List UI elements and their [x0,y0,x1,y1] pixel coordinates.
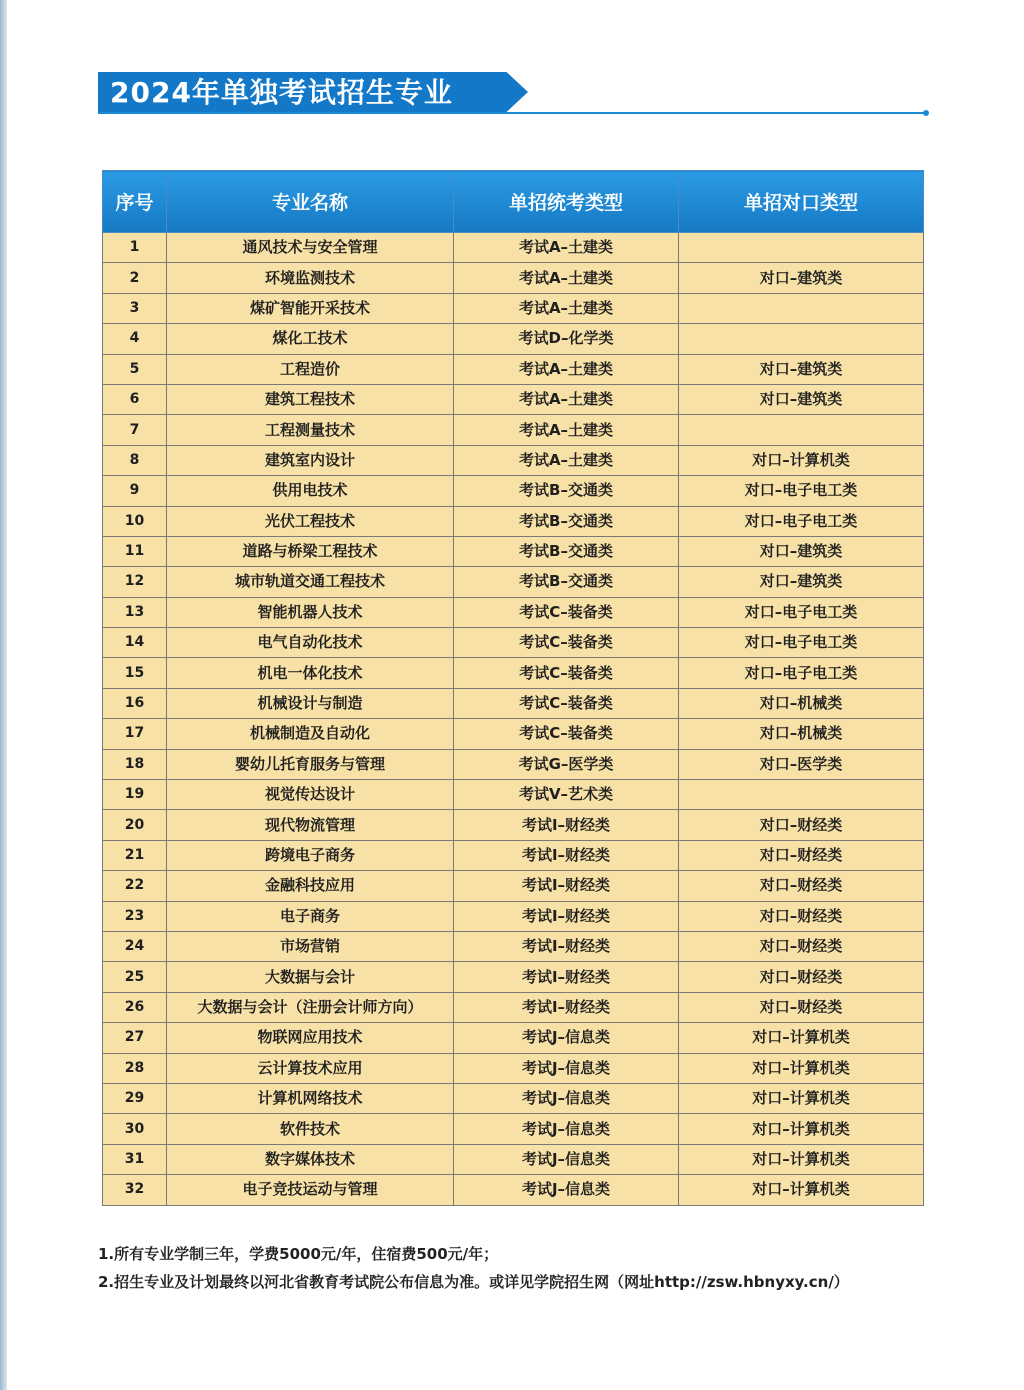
major-name: 通风技术与安全管理 [167,233,454,263]
counterpart-type: 对口–建筑类 [679,536,924,566]
counterpart-type: 对口–建筑类 [679,384,924,414]
unified-exam-type: 考试I–财经类 [454,931,679,961]
unified-exam-type: 考试J–信息类 [454,1114,679,1144]
table-row [103,628,924,658]
major-name: 光伏工程技术 [167,506,454,536]
major-name: 机电一体化技术 [167,658,454,688]
unified-exam-type: 考试D–化学类 [454,324,679,354]
row-index: 18 [103,749,167,779]
row-index: 8 [103,445,167,475]
major-name: 电子竞技运动与管理 [167,1175,454,1205]
unified-exam-type: 考试A–土建类 [454,384,679,414]
table-row [103,567,924,597]
unified-exam-type: 考试I–财经类 [454,992,679,1022]
table-row [103,233,924,263]
major-name: 建筑室内设计 [167,445,454,475]
counterpart-type [679,324,924,354]
table-row [103,293,924,323]
table-row [103,810,924,840]
table-row [103,1144,924,1174]
counterpart-type: 对口–建筑类 [679,354,924,384]
major-name: 建筑工程技术 [167,384,454,414]
counterpart-type [679,415,924,445]
major-name: 机械设计与制造 [167,688,454,718]
counterpart-type: 对口–计算机类 [679,1114,924,1144]
major-name: 智能机器人技术 [167,597,454,627]
unified-exam-type: 考试B–交通类 [454,476,679,506]
counterpart-type: 对口–计算机类 [679,1083,924,1113]
table-row [103,688,924,718]
counterpart-type: 对口–财经类 [679,931,924,961]
major-name: 供用电技术 [167,476,454,506]
major-name: 市场营销 [167,931,454,961]
table-row [103,1083,924,1113]
row-index: 2 [103,263,167,293]
row-index: 32 [103,1175,167,1205]
row-index: 14 [103,628,167,658]
title-underline-dot [923,110,929,116]
unified-exam-type: 考试A–土建类 [454,415,679,445]
row-index: 7 [103,415,167,445]
majors-table [102,170,924,1206]
major-name: 大数据与会计（注册会计师方向） [167,992,454,1022]
note-2: 2.招生专业及计划最终以河北省教育考试院公布信息为准。或详见学院招生网（网址http://zsw.hbnyxy.cn/） [98,1273,849,1291]
table-row [103,506,924,536]
row-index: 21 [103,840,167,870]
table-row [103,840,924,870]
row-index: 26 [103,992,167,1022]
unified-exam-type: 考试A–土建类 [454,445,679,475]
unified-exam-type: 考试C–装备类 [454,658,679,688]
unified-exam-type: 考试I–财经类 [454,840,679,870]
note-1: 1.所有专业学制三年，学费5000元/年，住宿费500元/年； [98,1245,499,1263]
table-row [103,445,924,475]
unified-exam-type: 考试I–财经类 [454,871,679,901]
counterpart-type: 对口–财经类 [679,992,924,1022]
major-name: 煤矿智能开采技术 [167,293,454,323]
unified-exam-type: 考试B–交通类 [454,567,679,597]
counterpart-type: 对口–机械类 [679,688,924,718]
major-name: 物联网应用技术 [167,1023,454,1053]
unified-exam-type: 考试G–医学类 [454,749,679,779]
unified-exam-type: 考试A–土建类 [454,233,679,263]
major-name: 机械制造及自动化 [167,719,454,749]
table-row [103,962,924,992]
major-name: 金融科技应用 [167,871,454,901]
counterpart-type: 对口–财经类 [679,962,924,992]
table-row [103,1114,924,1144]
counterpart-type: 对口–计算机类 [679,445,924,475]
major-name: 工程测量技术 [167,415,454,445]
row-index: 15 [103,658,167,688]
unified-exam-type: 考试J–信息类 [454,1083,679,1113]
unified-exam-type: 考试A–土建类 [454,354,679,384]
counterpart-type: 对口–机械类 [679,719,924,749]
table-row [103,354,924,384]
row-index: 30 [103,1114,167,1144]
counterpart-type: 对口–计算机类 [679,1053,924,1083]
row-index: 3 [103,293,167,323]
counterpart-type: 对口–财经类 [679,810,924,840]
row-index: 16 [103,688,167,718]
major-name: 现代物流管理 [167,810,454,840]
major-name: 环境监测技术 [167,263,454,293]
table-row [103,1023,924,1053]
counterpart-type: 对口–建筑类 [679,263,924,293]
header-index: 序号 [103,171,167,233]
counterpart-type: 对口–计算机类 [679,1175,924,1205]
counterpart-type: 对口–财经类 [679,871,924,901]
row-index: 20 [103,810,167,840]
row-index: 29 [103,1083,167,1113]
counterpart-type [679,293,924,323]
table-row [103,597,924,627]
table-row [103,749,924,779]
unified-exam-type: 考试A–土建类 [454,293,679,323]
major-name: 电气自动化技术 [167,628,454,658]
row-index: 4 [103,324,167,354]
notes [98,1240,958,1296]
unified-exam-type: 考试J–信息类 [454,1175,679,1205]
major-name: 视觉传达设计 [167,780,454,810]
row-index: 17 [103,719,167,749]
row-index: 6 [103,384,167,414]
row-index: 10 [103,506,167,536]
counterpart-type: 对口–计算机类 [679,1144,924,1174]
table-row [103,992,924,1022]
unified-exam-type: 考试C–装备类 [454,719,679,749]
table-header-row [103,171,924,233]
major-name: 数字媒体技术 [167,1144,454,1174]
table-row [103,536,924,566]
row-index: 23 [103,901,167,931]
row-index: 31 [103,1144,167,1174]
major-name: 工程造价 [167,354,454,384]
unified-exam-type: 考试B–交通类 [454,506,679,536]
unified-exam-type: 考试J–信息类 [454,1144,679,1174]
major-name: 云计算技术应用 [167,1053,454,1083]
row-index: 24 [103,931,167,961]
major-name: 煤化工技术 [167,324,454,354]
table-row [103,415,924,445]
major-name: 城市轨道交通工程技术 [167,567,454,597]
unified-exam-type: 考试A–土建类 [454,263,679,293]
row-index: 11 [103,536,167,566]
counterpart-type: 对口–医学类 [679,749,924,779]
counterpart-type: 对口–财经类 [679,901,924,931]
major-name: 道路与桥梁工程技术 [167,536,454,566]
row-index: 25 [103,962,167,992]
row-index: 13 [103,597,167,627]
table-row [103,384,924,414]
counterpart-type: 对口–财经类 [679,840,924,870]
table-body [103,233,924,1206]
row-index: 5 [103,354,167,384]
unified-exam-type: 考试J–信息类 [454,1053,679,1083]
major-name: 软件技术 [167,1114,454,1144]
header-unified-exam-type: 单招统考类型 [454,171,679,233]
row-index: 12 [103,567,167,597]
unified-exam-type: 考试I–财经类 [454,810,679,840]
counterpart-type: 对口–电子电工类 [679,658,924,688]
major-name: 婴幼儿托育服务与管理 [167,749,454,779]
major-name: 跨境电子商务 [167,840,454,870]
table-row [103,780,924,810]
counterpart-type: 对口–电子电工类 [679,628,924,658]
unified-exam-type: 考试B–交通类 [454,536,679,566]
row-index: 1 [103,233,167,263]
table-row [103,658,924,688]
table-row [103,901,924,931]
counterpart-type: 对口–计算机类 [679,1023,924,1053]
row-index: 9 [103,476,167,506]
row-index: 19 [103,780,167,810]
unified-exam-type: 考试I–财经类 [454,901,679,931]
table-row [103,1175,924,1205]
page-title: 2024年单独考试招生专业 [110,76,453,109]
unified-exam-type: 考试I–财经类 [454,962,679,992]
counterpart-type [679,233,924,263]
counterpart-type: 对口–电子电工类 [679,506,924,536]
major-name: 计算机网络技术 [167,1083,454,1113]
table-row [103,324,924,354]
table-row [103,263,924,293]
left-edge-strip [0,0,7,1390]
table-row [103,476,924,506]
title-underline [98,112,926,114]
table-row [103,931,924,961]
header-major-name: 专业名称 [167,171,454,233]
unified-exam-type: 考试C–装备类 [454,628,679,658]
counterpart-type [679,780,924,810]
unified-exam-type: 考试C–装备类 [454,688,679,718]
table-row [103,1053,924,1083]
unified-exam-type: 考试C–装备类 [454,597,679,627]
table-row [103,871,924,901]
unified-exam-type: 考试J–信息类 [454,1023,679,1053]
row-index: 27 [103,1023,167,1053]
unified-exam-type: 考试V–艺术类 [454,780,679,810]
table-row [103,719,924,749]
row-index: 28 [103,1053,167,1083]
header-counterpart-type: 单招对口类型 [679,171,924,233]
counterpart-type: 对口–电子电工类 [679,597,924,627]
major-name: 电子商务 [167,901,454,931]
counterpart-type: 对口–电子电工类 [679,476,924,506]
major-name: 大数据与会计 [167,962,454,992]
counterpart-type: 对口–建筑类 [679,567,924,597]
row-index: 22 [103,871,167,901]
